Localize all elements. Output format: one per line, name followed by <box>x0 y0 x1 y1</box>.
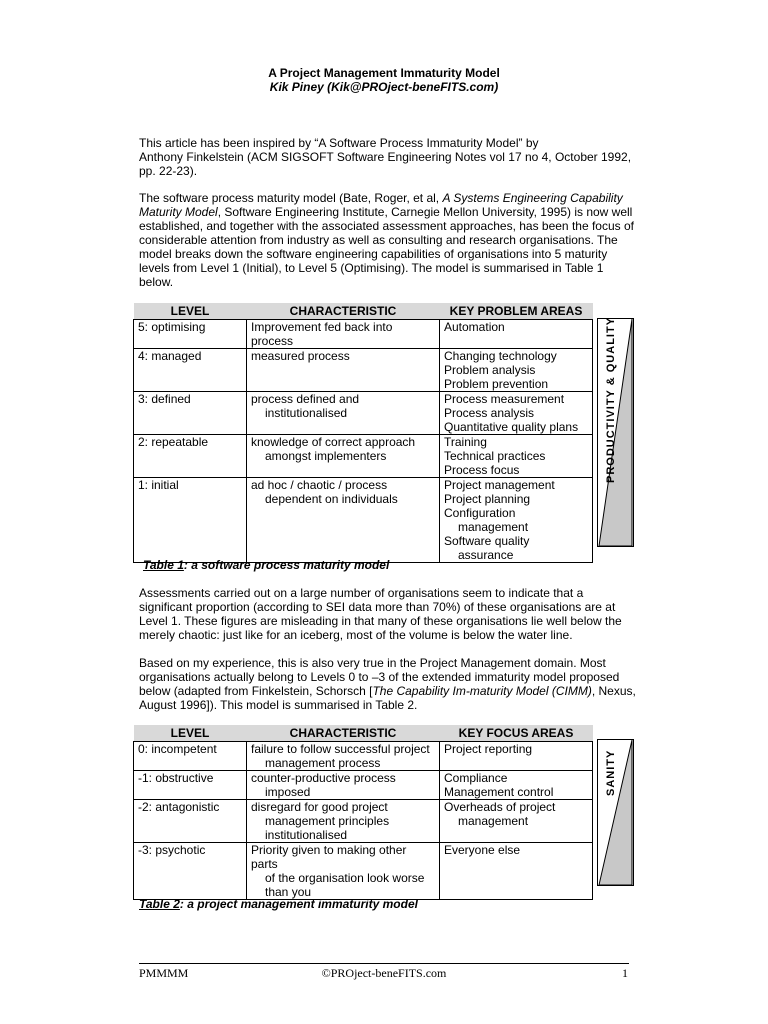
cell-line: counter-productive process <box>251 771 396 785</box>
cell-line: Configuration <box>444 506 516 520</box>
areas-cell <box>440 742 593 771</box>
cell-line: management principles <box>265 814 390 828</box>
page-number: 1 <box>622 966 628 980</box>
para2-text-a: The software process maturity model (Bate, Roger, et al, <box>139 191 443 205</box>
areas-cell <box>440 843 593 900</box>
characteristic-cell <box>247 478 440 563</box>
cell-line: Management control <box>444 785 554 799</box>
productivity-quality-label: PRODUCTIVITY & QUALITY <box>605 316 617 483</box>
productivity-quality-wedge <box>597 318 634 547</box>
cell-line: Problem analysis <box>444 363 536 377</box>
cell-line: Automation <box>444 320 505 334</box>
cell-line: assurance <box>458 548 514 562</box>
table-row <box>134 742 593 771</box>
cell-line: institutionalised <box>265 828 348 842</box>
areas-cell <box>440 478 593 563</box>
cell-line: Process analysis <box>444 406 535 420</box>
table2-body <box>134 742 593 900</box>
cell-line: Project management <box>444 478 555 492</box>
level-cell: 0: incompetent <box>134 742 247 771</box>
table1-body <box>134 320 593 563</box>
areas-cell <box>440 435 593 478</box>
level-cell: 1: initial <box>134 478 247 563</box>
cell-line: Technical practices <box>444 449 546 463</box>
cell-line: disregard for good project <box>251 800 388 814</box>
level-cell: 3: defined <box>134 392 247 435</box>
doc-author: Kik Piney (Kik@PROject-beneFITS.com) <box>269 80 499 94</box>
para4-citation-title: The Capability Im-maturity Model (CIMM) <box>372 684 592 698</box>
characteristic-cell <box>247 320 440 349</box>
para4-text-a: Based on my experience, this is also very true in the Project Management domain. Most organisations actually belong to Levels 0 to –3 of the extended immaturity model proposed below (adapted from Finkelstein, Schorsch [ <box>139 656 620 698</box>
table-row <box>134 435 593 478</box>
table2-header-characteristic: CHARACTERISTIC <box>247 725 440 742</box>
level-cell: 2: repeatable <box>134 435 247 478</box>
table2-caption <box>139 897 418 911</box>
table1-caption <box>143 558 389 572</box>
table-immaturity-model <box>133 725 593 900</box>
areas-cell <box>440 320 593 349</box>
table1-header-problem-areas: KEY PROBLEM AREAS <box>440 303 593 320</box>
cell-line: management <box>458 814 529 828</box>
cell-line: Training <box>444 435 487 449</box>
table-row <box>134 320 593 349</box>
cell-line: management process <box>265 756 381 770</box>
cell-line: Process measurement <box>444 392 565 406</box>
table-row <box>134 349 593 392</box>
maturity-model-paragraph <box>139 191 639 289</box>
cell-line: knowledge of correct approach <box>251 435 416 449</box>
characteristic-cell <box>247 742 440 771</box>
areas-cell <box>440 349 593 392</box>
table1-caption-text: : a software process maturity model <box>183 558 390 572</box>
intro-line-1: This article has been inspired by “A Software Process Immaturity Model” by <box>139 136 539 150</box>
cell-line: institutionalised <box>265 406 348 420</box>
characteristic-cell <box>247 771 440 800</box>
table-row <box>134 392 593 435</box>
level-cell: -2: antagonistic <box>134 800 247 843</box>
cell-line: Quantitative quality plans <box>444 420 579 434</box>
characteristic-cell <box>247 800 440 843</box>
cell-line: ad hoc / chaotic / process <box>251 478 388 492</box>
characteristic-cell <box>247 435 440 478</box>
doc-title: A Project Management Immaturity Model <box>268 66 500 80</box>
footer-rule <box>139 963 629 964</box>
level-cell: -1: obstructive <box>134 771 247 800</box>
cell-line: Improvement fed back into process <box>251 320 393 348</box>
sanity-label: SANITY <box>605 749 617 796</box>
table1-header-characteristic: CHARACTERISTIC <box>247 303 440 320</box>
cell-line: dependent on individuals <box>265 492 398 506</box>
table2-caption-text: : a project management immaturity model <box>179 897 418 911</box>
level-cell: -3: psychotic <box>134 843 247 900</box>
cell-line: imposed <box>265 785 311 799</box>
table-maturity-model <box>133 303 593 563</box>
assessment-paragraph: Assessments carried out on a large number of organisations seem to indicate that a significant proportion (according to SEI data more than 70%) of these organisations are at Level 1. These figures are misleading in that many of these organisations lie well below the merely chaotic: just like for an iceberg, most of the volume is below the water line. <box>139 586 622 642</box>
areas-cell <box>440 800 593 843</box>
table2-header-level: LEVEL <box>134 725 247 742</box>
cell-line: amongst implementers <box>265 449 387 463</box>
table2-caption-label: Table 2 <box>139 897 180 911</box>
cell-line: Project reporting <box>444 742 533 756</box>
table1-header-level: LEVEL <box>134 303 247 320</box>
characteristic-cell <box>247 349 440 392</box>
para2-text-b: , Software Engineering Institute, Carnegie Mellon University, 1995) is now well established, and together with the associated assessment approaches, has been the focus of considerable attention from industry as well as consulting and research organisations. The model breaks down the software engineering capabilities of organisations into 5 maturity levels from Level 1 (Initial), to Level 5 (Optimising). The model is summarised in Table 1 below. <box>139 205 634 289</box>
experience-paragraph <box>139 656 639 712</box>
cell-line: Overheads of project <box>444 800 556 814</box>
intro-line-2: Anthony Finkelstein (ACM SIGSOFT Software Engineering Notes vol 17 no 4, October 1992, pp. 22-23). <box>139 150 632 178</box>
para4-text-b: , Nexus, August 1996]). This model is summarised in Table 2. <box>139 684 636 712</box>
characteristic-cell <box>247 843 440 900</box>
level-cell: 4: managed <box>134 349 247 392</box>
table1-caption-label: Table 1 <box>143 558 184 572</box>
footer-doc-code: PMMMM <box>139 966 189 980</box>
cell-line: process defined and <box>251 392 360 406</box>
para2-citation-title: A Systems Engineering Capability Maturity Model <box>139 191 623 219</box>
cell-line: Process focus <box>444 463 520 477</box>
cell-line: management <box>458 520 529 534</box>
intro-paragraph <box>139 136 639 178</box>
table-row <box>134 771 593 800</box>
cell-line: measured process <box>251 349 350 363</box>
cell-line: Priority given to making other parts <box>251 843 407 871</box>
characteristic-cell <box>247 392 440 435</box>
table-row <box>134 478 593 563</box>
table-row <box>134 800 593 843</box>
table-row <box>134 843 593 900</box>
cell-line: of the organisation look worse <box>265 871 425 885</box>
cell-line: Changing technology <box>444 349 557 363</box>
areas-cell <box>440 392 593 435</box>
table2-header-focus-areas: KEY FOCUS AREAS <box>440 725 593 742</box>
cell-line: failure to follow successful project <box>251 742 430 756</box>
areas-cell <box>440 771 593 800</box>
cell-line: Everyone else <box>444 843 521 857</box>
footer-copyright: ©PROject-beneFITS.com <box>321 966 447 980</box>
cell-line: Software quality <box>444 534 530 548</box>
level-cell: 5: optimising <box>134 320 247 349</box>
cell-line: than you <box>265 885 312 899</box>
cell-line: Problem prevention <box>444 377 549 391</box>
sanity-wedge <box>597 739 634 886</box>
cell-line: Project planning <box>444 492 531 506</box>
cell-line: Compliance <box>444 771 508 785</box>
